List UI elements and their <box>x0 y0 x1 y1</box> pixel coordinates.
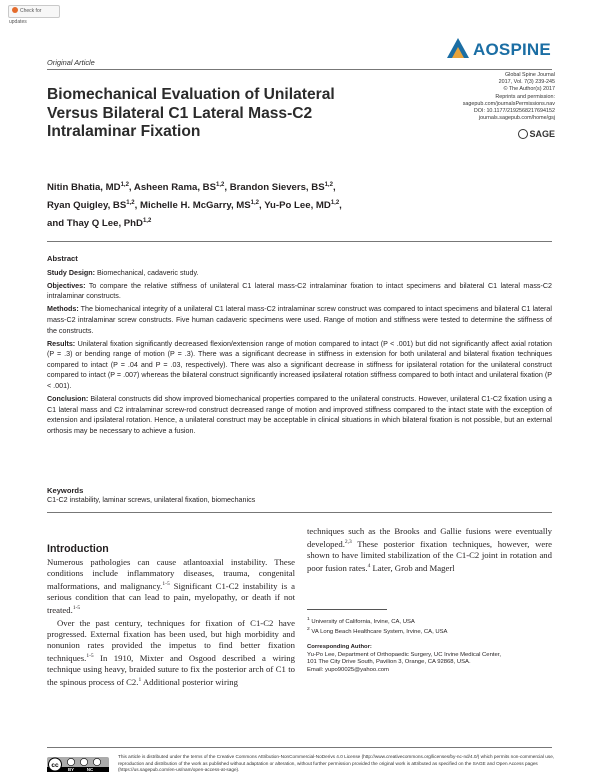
license-text: This article is distributed under the terms of the Creative Commons Attribution-NonCommercial-NoDerivs 4.0 License (http://www.creativecommons.org/licenses/by-nc-nd/4.0/) which permits non-commercial use, reproduction and distribution of the work as published without adaptation or alteration, without further permission provided the original work is attributed as specified on the SAGE and Open Access pages (https://us.sagepub.com/en-us/nam/open-access-at-sage). <box>118 754 555 773</box>
sage-circle-icon <box>518 129 528 139</box>
abstract-section: Objectives: To compare the relative stiffness of unilateral C1 lateral mass-C2 intralaminar fixation to intact specimens and bilateral C1 lateral mass-C2 intralaminar constructs. <box>47 281 552 301</box>
journal-meta <box>463 72 555 122</box>
footnote-divider <box>307 609 387 610</box>
abstract <box>47 254 552 439</box>
aospine-logo <box>447 38 557 62</box>
affiliation: $^2$ VA Long Beach Healthcare System, Irvine, CA, USA <box>307 627 448 635</box>
corresponding-heading: Corresponding Author: <box>307 644 372 650</box>
keywords-heading: Keywords <box>47 486 84 495</box>
corresponding-author: Corresponding Author: Yu-Po Lee, Department of Orthopaedic Surgery, UC Irvine Medical Center, 101 The City Drive South, Pavilion 3, Orange, CA 92868, USA. Email: yupo90025@yahoo.com <box>307 644 502 673</box>
paragraph: Over the past century, techniques for fixation of C1-C2 have progressed. External fixation has been used, but high morbidity and nonunion rates provided the impetus to find better fixation techniques.$^{1-5}$ In 1910, Mixter and Osgood described a wiring technique using heavy, braided suture to fix the posterior arch of C1 to the spinous process of C2.$^1$ Additional posterior wiring <box>47 618 295 687</box>
abstract-bottom-divider <box>47 512 552 513</box>
abstract-section: Results: Unilateral fixation significantly decreased flexion/extension range of motion compared to intact (P < .001) but did not significantly affect axial rotation (P = .3) or bending range of motion (P = .3). There was a significant decrease in stiffness in extension for both unilateral and bilateral fixation techniques compared to intact (P = .04 and P = .03, respectively). There was also a significant decrease in stiffness for ipsilateral rotation for the unilateral construct compared to intact (P = .007) whereas the bilateral construct significantly increased ipsilateral rotation stiffness compared to both intact and unilateral fixation (P < .001). <box>47 339 553 391</box>
keywords-text: C1-C2 instability, laminar screws, unilateral fixation, biomechanics <box>47 496 256 504</box>
meta-line: 2017, Vol. 7(3) 239-245 <box>498 79 555 86</box>
check-for-updates-badge[interactable]: Check for updates <box>8 5 60 18</box>
abstract-section: Study Design: Biomechanical, cadaveric study. <box>47 268 199 277</box>
author: Brandon Sievers, BS$^{1,2}$, <box>229 182 336 194</box>
abstract-heading: Abstract <box>47 254 78 263</box>
affiliation: $^1$ University of California, Irvine, CA, USA <box>307 617 415 625</box>
meta-link[interactable]: sagepub.com/journalsPermissions.nav <box>462 100 555 107</box>
author: and Thay Q Lee, PhD$^{1,2}$ <box>47 217 152 229</box>
author: Yu-Po Lee, MD$^{1,2}$, <box>264 199 342 211</box>
author-list <box>47 178 467 231</box>
section-heading-introduction: Introduction <box>47 543 109 555</box>
author: Asheen Rama, BS$^{1,2}$, <box>133 182 230 194</box>
cc-label: cc <box>51 762 59 769</box>
abstract-section: Conclusion: Bilateral constructs did show improved biomechanical properties compared to the unilateral constructs. However, unilateral C1-C2 fixation using a C1 lateral mass and C2 intralaminar screw-rod construct decreased range of motion and improved stiffness compared to the intact state with the exception of extension and ipsilateral rotation. Hence, a unilateral construct may be acceptable in clinical situations in which bilateral fixation is not possible, but an external orthosis may be necessary to achieve a fusion. <box>47 395 552 435</box>
header-divider <box>47 69 552 70</box>
creative-commons-badge[interactable] <box>47 757 109 772</box>
meta-line: © The Author(s) 2017 <box>503 86 555 93</box>
paragraph: Numerous pathologies can cause atlantoaxial instability. These conditions include inflammatory diseases, trauma, congenital malformations, and malignancy.$^{1-5}$ Significant C1-C2 instability is a serious condition that can lead to pain, myelopathy, or death if not treated.$^{1-5}$ <box>47 557 295 615</box>
author-email[interactable]: Email: yupo90025@yahoo.com <box>307 666 389 673</box>
abstract-section: Methods: The biomechanical integrity of a unilateral C1 lateral mass-C2 intralaminar screw construct was compared to intact specimens and bilateral C1 lateral mass-C2 intralaminar screw constructs. Five human cadaveric specimens were used. Range of motion and stiffness were tested to determine the stiffness of the constructs. <box>47 305 552 335</box>
article-type: Original Article <box>47 58 95 67</box>
sage-logo: SAGE <box>518 129 555 139</box>
body-column-left <box>47 557 295 688</box>
meta-line: Reprints and permission: <box>495 93 555 100</box>
meta-link[interactable]: journals.sagepub.com/home/gsj <box>478 115 555 122</box>
author: Ryan Quigley, BS$^{1,2}$, <box>47 199 140 211</box>
by-label: BY <box>68 767 74 772</box>
abstract-top-divider <box>47 241 552 242</box>
update-icon <box>12 7 18 13</box>
license-divider <box>47 747 552 748</box>
aospine-logo-icon <box>447 38 469 58</box>
author: Michelle H. McGarry, MS$^{1,2}$, <box>139 199 265 211</box>
author: Nitin Bhatia, MD$^{1,2}$, <box>47 182 134 194</box>
nc-label: NC <box>86 767 94 772</box>
brand-name: AOSPINE <box>473 40 551 59</box>
article-title: Biomechanical Evaluation of Unilateral Versus Bilateral C1 Lateral Mass-C2 Intralaminar Fixation <box>47 86 335 141</box>
meta-line: DOI: 10.1177/2192568217694152 <box>473 108 555 115</box>
body-column-right <box>307 526 552 573</box>
paragraph: techniques such as the Brooks and Gallie fusions were eventually developed.$^{2,3}$ These posterior fixation techniques, however, were shown to have limited stabilization of the C1-C2 joint in rotation and poor fusion rates.$^4$ Later, Grob and Magerl <box>307 526 552 573</box>
meta-line: Global Spine Journal <box>504 72 555 78</box>
